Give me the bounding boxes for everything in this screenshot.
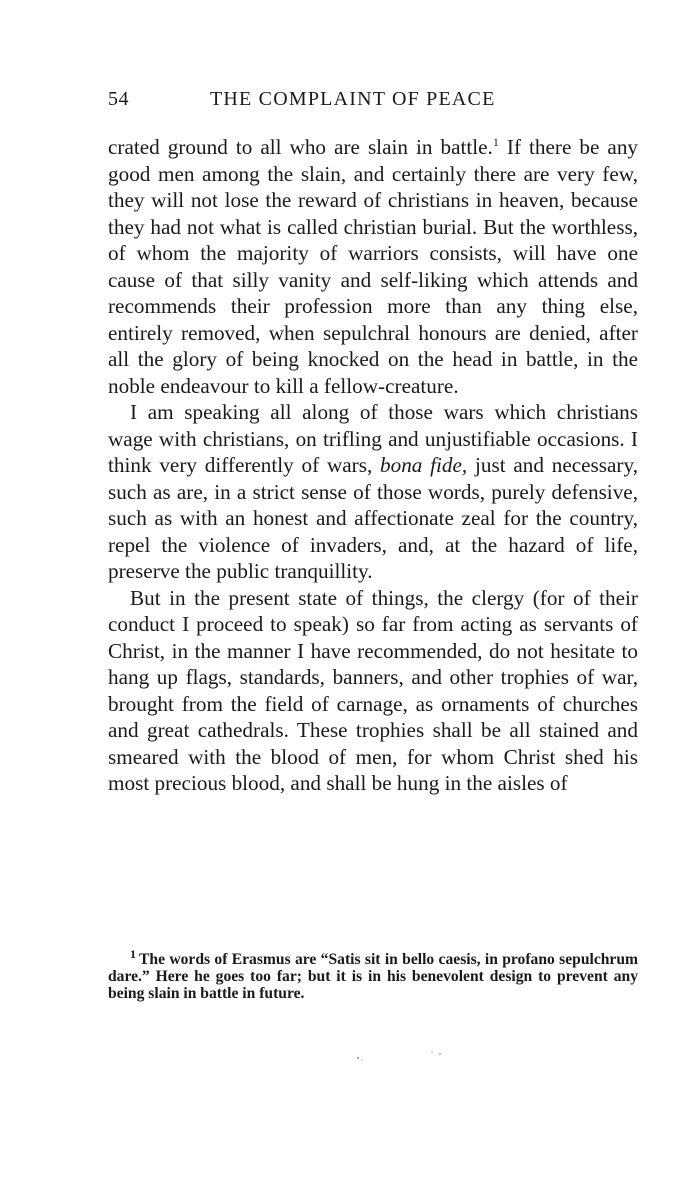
paragraph-1 [108,134,638,399]
paragraph-1-text: crated ground to all who are slain in battle. [108,135,493,159]
paragraph-3-text: But in the present state of things, the clergy (for of their conduct I proceed to speak) so far from acting as servants of Christ, in the manner I have recommended, do not hesitate to hang up flags, standards, banners, and other trophies of war, brought from the field of carnage, as ornaments of churches and great cathedrals. These trophies shall be all stained and smeared with the blood of men, for whom Christ shed his most precious blood, and shall be hung in the aisles of [108,585,638,795]
footnote-reference: 1 [492,134,499,149]
body-text [108,134,638,797]
italic-phrase: bona fide, [380,453,468,477]
paragraph-2-text-continued: just and necessary, such as are, in a strict sense of those words, purely defensive, such as with an honest and affectionate zeal for the country, repel the violence of invaders, and, at the hazard of life, preserve the public tranquillity. [108,453,638,583]
paragraph-1-text-continued: If there be any good men among the slain, and certainly there are very few, they will not lose the reward of christians in heaven, because they had not what is called christian burial. But the worthless, of whom the majority of warriors consists, will have one cause of that silly vanity and self-liking which attends and recommends their profession more than any thing else, entirely removed, when sepulchral honours are denied, after all the glory of being knocked on the head in battle, in the noble endeavour to kill a fellow-creature. [108,135,639,398]
paper-specks-decoration [350,1046,470,1066]
running-title: THE COMPLAINT OF PEACE [210,88,496,110]
footnote-mark: 1 [130,946,136,961]
footnote [108,946,638,1003]
paragraph-3 [108,585,638,797]
paragraph-2 [108,399,638,585]
footnote-text: The words of Erasmus are “Satis sit in bello caesis, in profano sepulchrum dare.” Here he goes too far; but it is in his benevolent design to prevent any being slain in battle in future. [108,951,638,1003]
paragraph-2-text: I am speaking all along of those wars which christians wage with christians, on trifling and unjustifiable occasions. I think very differently of wars, [108,400,638,477]
running-head [108,88,638,114]
footnote-paragraph [108,946,638,1003]
page-number: 54 [108,88,129,110]
